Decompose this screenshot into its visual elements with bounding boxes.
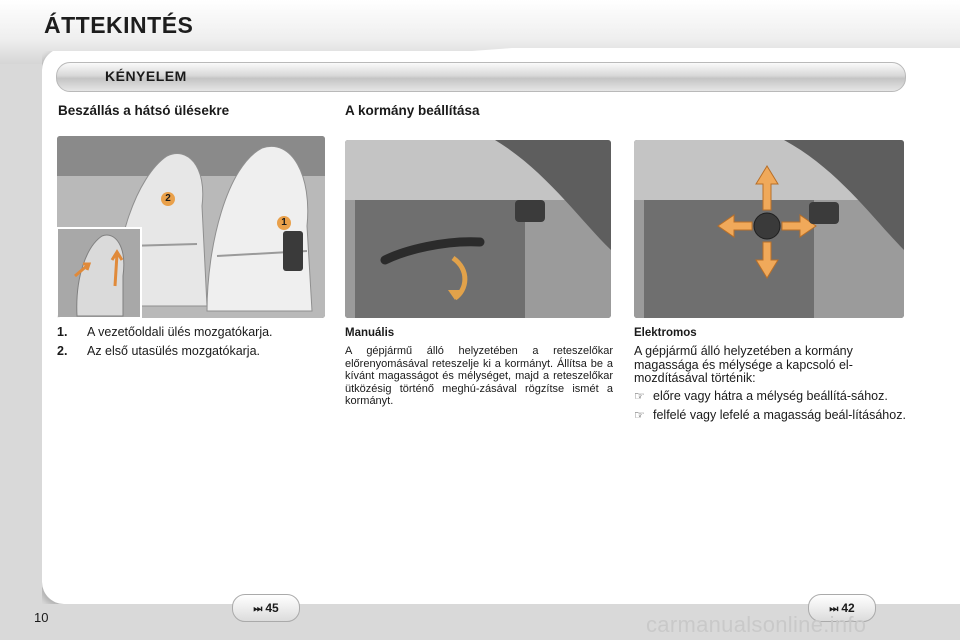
page-number: 10 — [34, 610, 49, 625]
reference-label: 45 — [265, 601, 279, 615]
list-item — [634, 390, 906, 404]
page-reference-link[interactable] — [232, 594, 300, 622]
manual-steering-photo — [345, 140, 611, 318]
pointing-hand-icon: ☞ — [634, 389, 645, 403]
callout-2: 2 — [161, 192, 175, 206]
manual-heading: Manuális — [345, 327, 395, 339]
steering-heading: A kormány beállítása — [345, 103, 480, 118]
bullet-text: előre vagy hátra a mélység beállítá-sához. — [653, 389, 888, 403]
item-text: Az első utasülés mozgatókarja. — [87, 344, 261, 358]
section-bar — [56, 62, 906, 92]
manual-instructions: A gépjármű álló helyzetében a reteszelőkar előrenyomásával reteszelje ki a kormányt. Állítsa be a kívánt magasságot és mélységet, majd a reteszelőkar ütközésig történő meghú-zásával rögzítse ismét a kormányt. — [345, 345, 613, 407]
item-number: 1. — [57, 325, 68, 339]
item-number: 2. — [57, 344, 68, 358]
list-item — [57, 325, 273, 344]
fast-forward-icon: ⏭ — [253, 604, 263, 615]
reference-label: 42 — [841, 601, 855, 615]
electric-bullet-list — [634, 390, 906, 427]
electric-steering-photo — [634, 140, 904, 318]
seat-lever-list — [57, 325, 273, 363]
watermark: carmanualsonline.info — [646, 612, 867, 637]
list-item — [634, 409, 906, 423]
fast-forward-icon: ⏭ — [829, 604, 839, 615]
list-item — [57, 344, 273, 363]
bullet-text: felfelé vagy lefelé a magasság beál-lításához. — [653, 407, 906, 422]
section-title: KÉNYELEM — [105, 68, 187, 84]
page-title: ÁTTEKINTÉS — [44, 12, 194, 38]
electric-instructions: A gépjármű álló helyzetében a kormány magassága és mélysége a kapcsoló el-mozdításával történik: — [634, 344, 853, 385]
seats-photo — [57, 136, 325, 318]
pointing-hand-icon: ☞ — [634, 407, 645, 422]
item-text: A vezetőoldali ülés mozgatókarja. — [87, 325, 273, 339]
rear-access-heading: Beszállás a hátsó ülésekre — [58, 103, 230, 118]
electric-heading: Elektromos — [634, 327, 697, 339]
callout-1: 1 — [277, 216, 291, 230]
